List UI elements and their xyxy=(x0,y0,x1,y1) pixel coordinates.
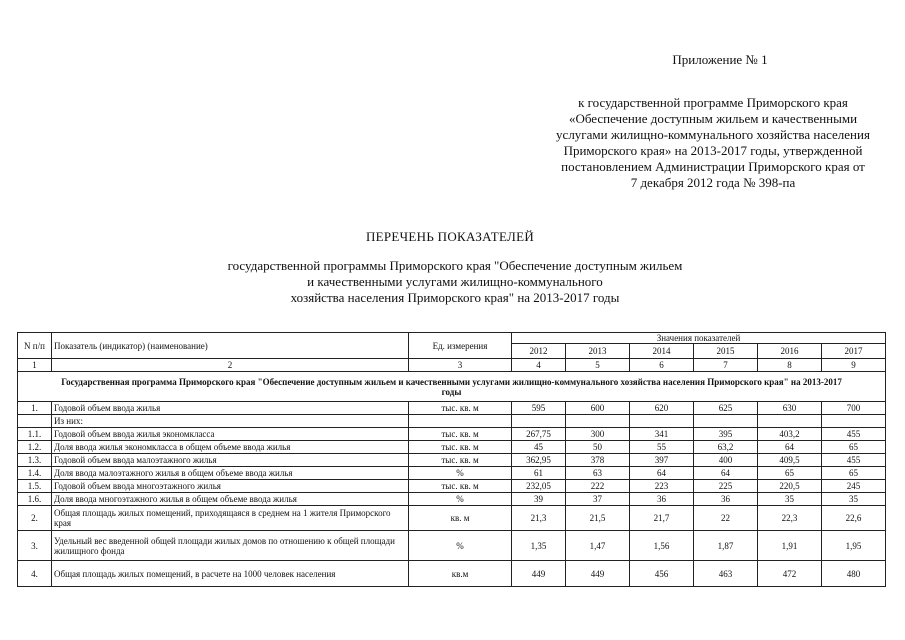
row-value: 222 xyxy=(566,480,630,493)
row-value: 45 xyxy=(512,441,566,454)
header-row-top xyxy=(18,333,886,344)
row-num: 1.4. xyxy=(18,467,52,480)
appendix-line: Приморского края» на 2013-2017 годы, утвержденной xyxy=(563,143,863,158)
row-value: 449 xyxy=(566,561,630,587)
appendix-text xyxy=(540,95,886,191)
row-value: 65 xyxy=(822,467,886,480)
row-name: Общая площадь жилых помещений, приходящаяся в среднем на 1 жителя Приморского края xyxy=(52,506,409,531)
table-row xyxy=(18,480,886,493)
row-value: 21,7 xyxy=(630,506,694,531)
row-num: 1.5. xyxy=(18,480,52,493)
empty-cell xyxy=(630,415,694,428)
table-row xyxy=(18,506,886,531)
appendix-line: 7 декабря 2012 года № 398-па xyxy=(630,175,796,190)
row-value: 63,2 xyxy=(694,441,758,454)
empty-cell xyxy=(409,415,512,428)
row-name: Годовой объем ввода многоэтажного жилья xyxy=(52,480,409,493)
indicators-table xyxy=(17,332,886,587)
row-value: 39 xyxy=(512,493,566,506)
row-value: 480 xyxy=(822,561,886,587)
row-value: 22,3 xyxy=(758,506,822,531)
row-value: 1,95 xyxy=(822,531,886,561)
row-value: 61 xyxy=(512,467,566,480)
appendix-title: Приложение № 1 xyxy=(672,52,768,67)
row-value: 35 xyxy=(758,493,822,506)
header-year: 2014 xyxy=(630,344,694,359)
row-value: 22,6 xyxy=(822,506,886,531)
row-value: 700 xyxy=(822,402,886,415)
row-num: 2. xyxy=(18,506,52,531)
row-num: 3. xyxy=(18,531,52,561)
row-value: 220,5 xyxy=(758,480,822,493)
row-value: 1,35 xyxy=(512,531,566,561)
row-value: 400 xyxy=(694,454,758,467)
row-unit: тыс. кв. м xyxy=(409,402,512,415)
row-value: 55 xyxy=(630,441,694,454)
row-value: 456 xyxy=(630,561,694,587)
row-value: 409,5 xyxy=(758,454,822,467)
row-value: 1,87 xyxy=(694,531,758,561)
header-year: 2012 xyxy=(512,344,566,359)
row-value: 341 xyxy=(630,428,694,441)
row-value: 232,05 xyxy=(512,480,566,493)
row-unit: % xyxy=(409,531,512,561)
row-name: Годовой объем ввода жилья экономкласса xyxy=(52,428,409,441)
row-value: 36 xyxy=(630,493,694,506)
table-row xyxy=(18,467,886,480)
row-num: 1.3. xyxy=(18,454,52,467)
row-value: 403,2 xyxy=(758,428,822,441)
row-value: 620 xyxy=(630,402,694,415)
table-row xyxy=(18,428,886,441)
row-value: 1,47 xyxy=(566,531,630,561)
section-row xyxy=(18,372,886,402)
table-row xyxy=(18,561,886,587)
program-title-line: государственной программы Приморского края "Обеспечение доступным жильем xyxy=(227,258,683,273)
column-number: 5 xyxy=(566,359,630,372)
empty-cell xyxy=(822,415,886,428)
row-unit: % xyxy=(409,467,512,480)
program-title-line: и качественными услугами жилищно-коммунального xyxy=(307,274,603,289)
column-number: 3 xyxy=(409,359,512,372)
column-number: 6 xyxy=(630,359,694,372)
table-row xyxy=(18,493,886,506)
row-value: 600 xyxy=(566,402,630,415)
header-year: 2016 xyxy=(758,344,822,359)
program-title xyxy=(160,258,750,306)
header-year: 2015 xyxy=(694,344,758,359)
column-number: 7 xyxy=(694,359,758,372)
empty-cell xyxy=(758,415,822,428)
row-unit: кв. м xyxy=(409,506,512,531)
row-value: 362,95 xyxy=(512,454,566,467)
section-title: Государственная программа Приморского края "Обеспечение доступным жильем и качественными услугами жилищно-коммунального хозяйства населения Приморского края" на 2013-2017 годы xyxy=(18,372,886,402)
appendix-line: к государственной программе Приморского края xyxy=(578,95,848,110)
row-unit: % xyxy=(409,493,512,506)
header-num: N п/п xyxy=(18,333,52,359)
row-unit: тыс. кв. м xyxy=(409,441,512,454)
header-year: 2017 xyxy=(822,344,886,359)
table-row xyxy=(18,441,886,454)
row-value: 21,3 xyxy=(512,506,566,531)
empty-cell xyxy=(694,415,758,428)
row-value: 455 xyxy=(822,454,886,467)
column-number: 8 xyxy=(758,359,822,372)
header-year: 2013 xyxy=(566,344,630,359)
row-value: 267,75 xyxy=(512,428,566,441)
row-name: Общая площадь жилых помещений, в расчете на 1000 человек населения xyxy=(52,561,409,587)
row-num: 1.2. xyxy=(18,441,52,454)
row-value: 395 xyxy=(694,428,758,441)
row-value: 65 xyxy=(822,441,886,454)
row-value: 65 xyxy=(758,467,822,480)
row-value: 630 xyxy=(758,402,822,415)
column-number: 9 xyxy=(822,359,886,372)
row-value: 595 xyxy=(512,402,566,415)
appendix-line: постановлением Администрации Приморского края от xyxy=(561,159,865,174)
row-value: 472 xyxy=(758,561,822,587)
row-value: 64 xyxy=(630,467,694,480)
table-row xyxy=(18,454,886,467)
row-value: 64 xyxy=(758,441,822,454)
row-value: 449 xyxy=(512,561,566,587)
row-value: 36 xyxy=(694,493,758,506)
row-value: 64 xyxy=(694,467,758,480)
row-name: Годовой объем ввода жилья xyxy=(52,402,409,415)
header-values-group: Значения показателей xyxy=(512,333,886,344)
appendix-line: «Обеспечение доступным жильем и качественными xyxy=(568,111,858,126)
row-num: 1.6. xyxy=(18,493,52,506)
empty-cell xyxy=(566,415,630,428)
row-unit: тыс. кв. м xyxy=(409,454,512,467)
column-numbers-row xyxy=(18,359,886,372)
list-title: ПЕРЕЧЕНЬ ПОКАЗАТЕЛЕЙ xyxy=(365,229,535,244)
row-num: 1. xyxy=(18,402,52,415)
header-indicator: Показатель (индикатор) (наименование) xyxy=(52,333,409,359)
row-value: 50 xyxy=(566,441,630,454)
row-name: Доля ввода малоэтажного жилья в общем объеме ввода жилья xyxy=(52,467,409,480)
row-value: 37 xyxy=(566,493,630,506)
row-value: 35 xyxy=(822,493,886,506)
row-num: 4. xyxy=(18,561,52,587)
row-value: 21,5 xyxy=(566,506,630,531)
header-unit: Ед. измерения xyxy=(409,333,512,359)
table-row xyxy=(18,531,886,561)
row-value: 463 xyxy=(694,561,758,587)
row-name: Удельный вес введенной общей площади жилых домов по отношению к общей площади жилищного фонда xyxy=(52,531,409,561)
row-value: 245 xyxy=(822,480,886,493)
row-name: Годовой объем ввода малоэтажного жилья xyxy=(52,454,409,467)
row-value: 300 xyxy=(566,428,630,441)
appendix-line: услугами жилищно-коммунального хозяйства населения xyxy=(556,127,870,142)
row-unit: тыс. кв. м xyxy=(409,480,512,493)
row-value: 455 xyxy=(822,428,886,441)
row-value: 378 xyxy=(566,454,630,467)
row-value: 63 xyxy=(566,467,630,480)
subheader-row xyxy=(18,415,886,428)
table-row xyxy=(18,402,886,415)
column-number: 4 xyxy=(512,359,566,372)
row-value: 625 xyxy=(694,402,758,415)
row-value: 1,91 xyxy=(758,531,822,561)
row-num: 1.1. xyxy=(18,428,52,441)
row-value: 397 xyxy=(630,454,694,467)
empty-cell xyxy=(512,415,566,428)
program-title-line: хозяйства населения Приморского края" на 2013-2017 годы xyxy=(290,290,620,305)
row-unit: кв.м xyxy=(409,561,512,587)
subheader-label: Из них: xyxy=(52,415,409,428)
empty-cell xyxy=(18,415,52,428)
row-unit: тыс. кв. м xyxy=(409,428,512,441)
column-number: 1 xyxy=(18,359,52,372)
row-value: 223 xyxy=(630,480,694,493)
row-name: Доля ввода жилья экономкласса в общем объеме ввода жилья xyxy=(52,441,409,454)
row-name: Доля ввода многоэтажного жилья в общем объеме ввода жилья xyxy=(52,493,409,506)
row-value: 22 xyxy=(694,506,758,531)
column-number: 2 xyxy=(52,359,409,372)
row-value: 225 xyxy=(694,480,758,493)
row-value: 1,56 xyxy=(630,531,694,561)
